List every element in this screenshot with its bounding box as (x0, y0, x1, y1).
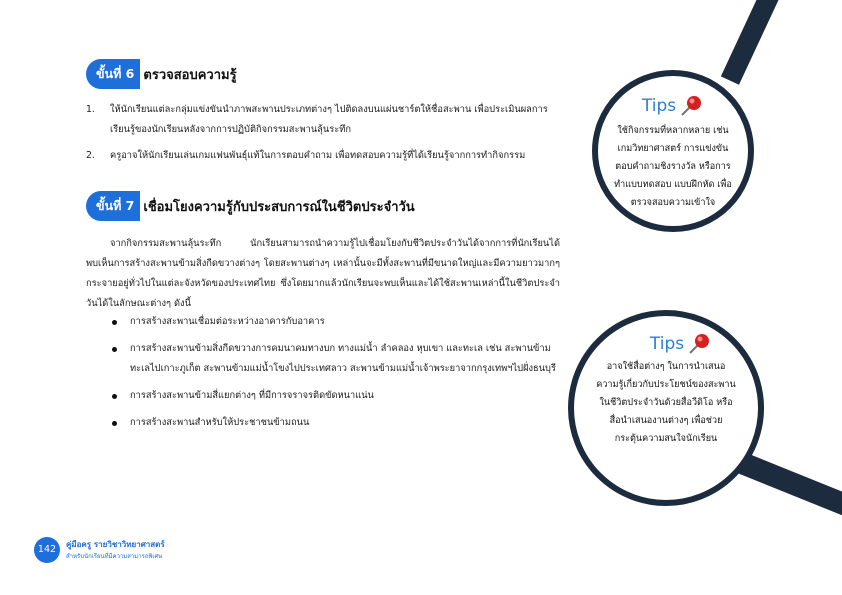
footer-subtitle: สำหรับนักเรียนที่มีความสามารถพิเศษ (66, 553, 163, 560)
step7-heading (86, 191, 415, 221)
step6-badge: ขั้นที่ 6 (86, 59, 140, 89)
tips-label: Tips (649, 334, 685, 354)
page-number: 142 (34, 537, 60, 563)
bullet-icon (112, 394, 117, 399)
item-number: 2. (86, 150, 95, 161)
tips-label: Tips (641, 96, 677, 116)
list-item (86, 100, 566, 140)
list-item (110, 312, 560, 332)
step7-badge: ขั้นที่ 7 (86, 191, 140, 221)
bullet-text: การสร้างสะพานข้ามสิ่งกีดขวางการคมนาคมทางบก ทางแม่น้ำ ลำคลอง หุบเขา และทะเล เช่น สะพานข้ามทะเลไปเกาะภูเก็ต สะพานข้ามแม่น้ำโขงไปประเทศลาว สะพานข้ามแม่น้ำเจ้าพระยาจากกรุงเทพฯไปฝั่งธนบุรี (130, 343, 556, 374)
tips-header (650, 332, 712, 356)
pushpin-icon (678, 94, 704, 118)
list-item (110, 386, 560, 406)
bullet-icon (112, 347, 117, 352)
step6-heading (86, 59, 237, 89)
footer-title: คู่มือครู รายวิชาวิทยาศาสตร์ (66, 540, 165, 549)
list-item (110, 339, 560, 379)
step7-bullets (110, 312, 560, 440)
list-item (110, 413, 560, 433)
bullet-icon (112, 421, 117, 426)
bullet-text: การสร้างสะพานข้ามสี่แยกต่างๆ ที่มีการจราจรติดขัดหนาแน่น (130, 390, 374, 401)
bullet-text: การสร้างสะพานเชื่อมต่อระหว่างอาคารกับอาคาร (130, 316, 325, 327)
tips-header (642, 94, 704, 118)
item-text: ให้นักเรียนแต่ละกลุ่มแข่งขันนำภาพสะพานประเภทต่างๆ ไปติดลงบนแผ่นชาร์ตให้ชื่อสะพาน เพื่อประเมินผลการเรียนรู้ของนักเรียนหลังจากการปฏิบัติกิจกรรมสะพานลุ้นระทึก (110, 104, 548, 135)
tips-text: ใช้กิจกรรมที่หลากหลาย เช่น เกมวิทยาศาสตร์ การแข่งขันตอบคำถามชิงรางวัล หรือการทำแบบทดสอบ แบบฝึกหัด เพื่อตรวจสอบความเข้าใจ (614, 126, 732, 208)
bullet-text: การสร้างสะพานสำหรับให้ประชาชนข้ามถนน (130, 417, 310, 428)
step6-list (86, 100, 566, 172)
tips-text: อาจใช้สื่อต่างๆ ในการนำเสนอความรู้เกี่ยวกับประโยชน์ของสะพานในชีวิตประจำวันด้วยสื่อวีดิโอ หรือสื่อนำเสนองานต่างๆ เพื่อช่วยกระตุ้นความสนใจนักเรียน (596, 362, 736, 444)
item-number: 1. (86, 104, 95, 115)
magnifier-handle (738, 453, 842, 518)
step7-paragraph: จากกิจกรรมสะพานลุ้นระทึก นักเรียนสามารถนำความรู้ไปเชื่อมโยงกับชีวิตประจำวันได้จากการที่นักเรียนได้พบเห็นการสร้างสะพานข้ามสิ่งกีดขวางต่างๆ โดยสะพานต่างๆ เหล่านั้นจะมีทั้งสะพานที่มีขนาดใหญ่และมีความยาวมากๆ กระจายอยู่ทั่วไปในแต่ละจังหวัดของประเทศไทย ซึ่งโดยมากแล้วนักเรียนจะพบเห็นและได้ใช้สะพานเหล่านี้ในชีวิตประจำวันได้ในลักษณะต่างๆ ดังนี้ (86, 238, 560, 309)
pushpin-icon (686, 332, 712, 356)
list-item (86, 146, 566, 166)
step7-title: เชื่อมโยงความรู้กับประสบการณ์ในชีวิตประจำวัน (143, 199, 415, 215)
step6-title: ตรวจสอบความรู้ (143, 67, 237, 83)
magnifier-handle (721, 0, 779, 85)
tips-magnifier-2 (568, 310, 764, 506)
bullet-icon (112, 320, 117, 325)
tips-magnifier-1 (592, 70, 754, 232)
item-text: ครูอาจให้นักเรียนเล่นเกมแฟนพันธุ์แท้ในการตอบคำถาม เพื่อทดสอบความรู้ที่ได้เรียนรู้จากการทำกิจกรรม (110, 150, 526, 161)
